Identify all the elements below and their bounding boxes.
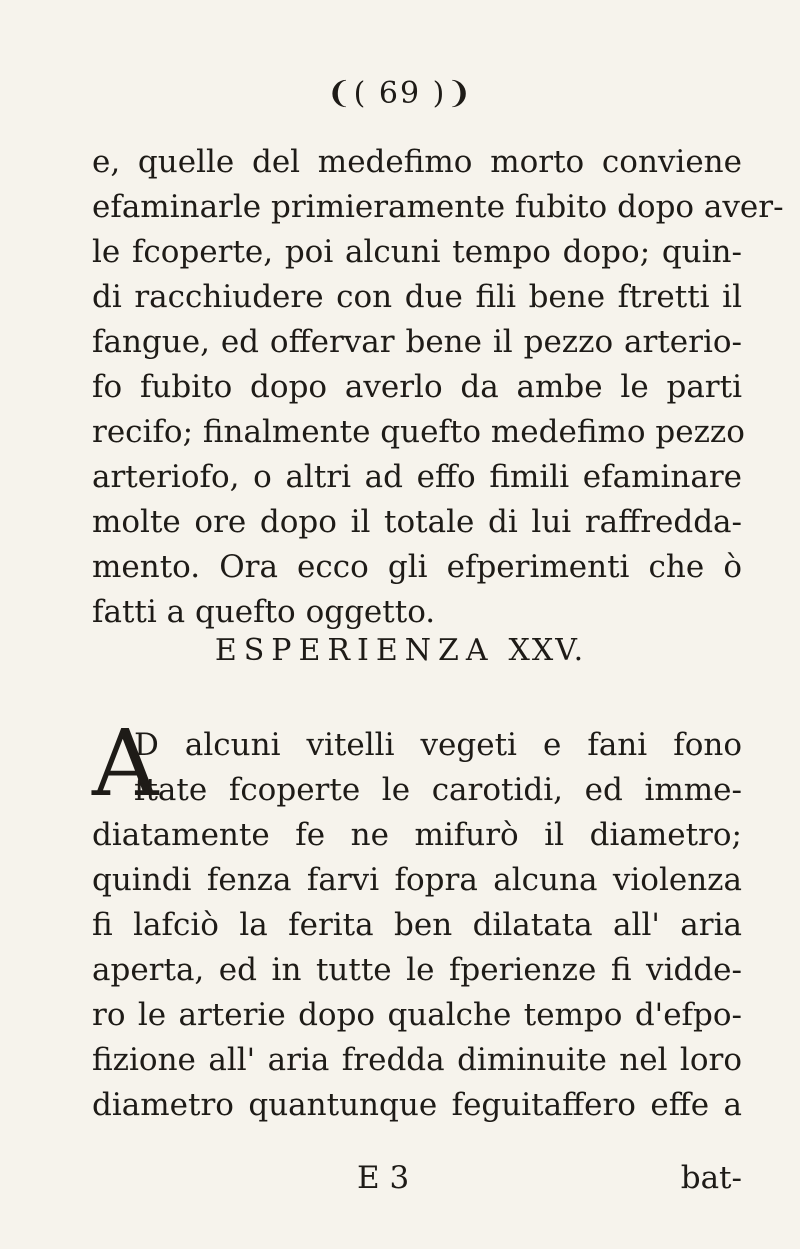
text-line: diametro quantunque feguitaffero effe a — [92, 1087, 742, 1123]
section-title: ESPERIENZA — [214, 633, 495, 668]
text-line: arteriofo, o altri ad effo fimili efaminare — [92, 459, 742, 495]
text-line: efaminarle primieramente fubito dopo aver- — [92, 189, 784, 225]
paragraph-experiment — [92, 723, 742, 1128]
section-heading — [0, 633, 800, 668]
text-line: diatamente fe ne mifurò il diametro; — [92, 817, 742, 853]
text-line: recifo; finalmente quefto medefimo pezzo — [92, 414, 745, 450]
catchword: bat- — [680, 1160, 742, 1196]
signature-mark: E 3 — [357, 1160, 410, 1196]
text-line: di racchiudere con due fili bene ftretti il — [92, 279, 742, 315]
text-line: fo fubito dopo averlo da ambe le parti — [92, 369, 742, 405]
text-line: ftate fcoperte le carotidi, ed imme- — [134, 772, 742, 808]
text-line: molte ore dopo il totale di lui raffredda- — [92, 504, 742, 540]
text-line: quindi fenza farvi fopra alcuna violenza — [92, 862, 742, 898]
text-line: fangue, ed offervar bene il pezzo arterio- — [92, 324, 742, 360]
text-line: aperta, ed in tutte le fperienze fi vidde- — [92, 952, 742, 988]
text-line: fi lafciò la ferita ben dilatata all' aria — [92, 907, 742, 943]
paragraph-continued — [92, 140, 784, 635]
page-number: ❨( 69 )❩ — [326, 76, 474, 111]
text-line: fizione all' aria fredda diminuite nel loro — [92, 1042, 742, 1078]
text-line: le fcoperte, poi alcuni tempo dopo; quin- — [92, 234, 742, 270]
drop-cap: A — [92, 710, 159, 817]
section-number: XXV. — [508, 633, 586, 668]
text-line: ro le arterie dopo qualche tempo d'efpo- — [92, 997, 742, 1033]
page-footer — [92, 1160, 742, 1205]
text-line: fatti a quefto oggetto. — [92, 594, 436, 630]
text-line: mento. Ora ecco gli efperimenti che ò — [92, 549, 742, 585]
text-line: e, quelle del medefimo morto conviene — [92, 144, 742, 180]
text-line: D alcuni vitelli vegeti e fani fono — [134, 727, 742, 763]
